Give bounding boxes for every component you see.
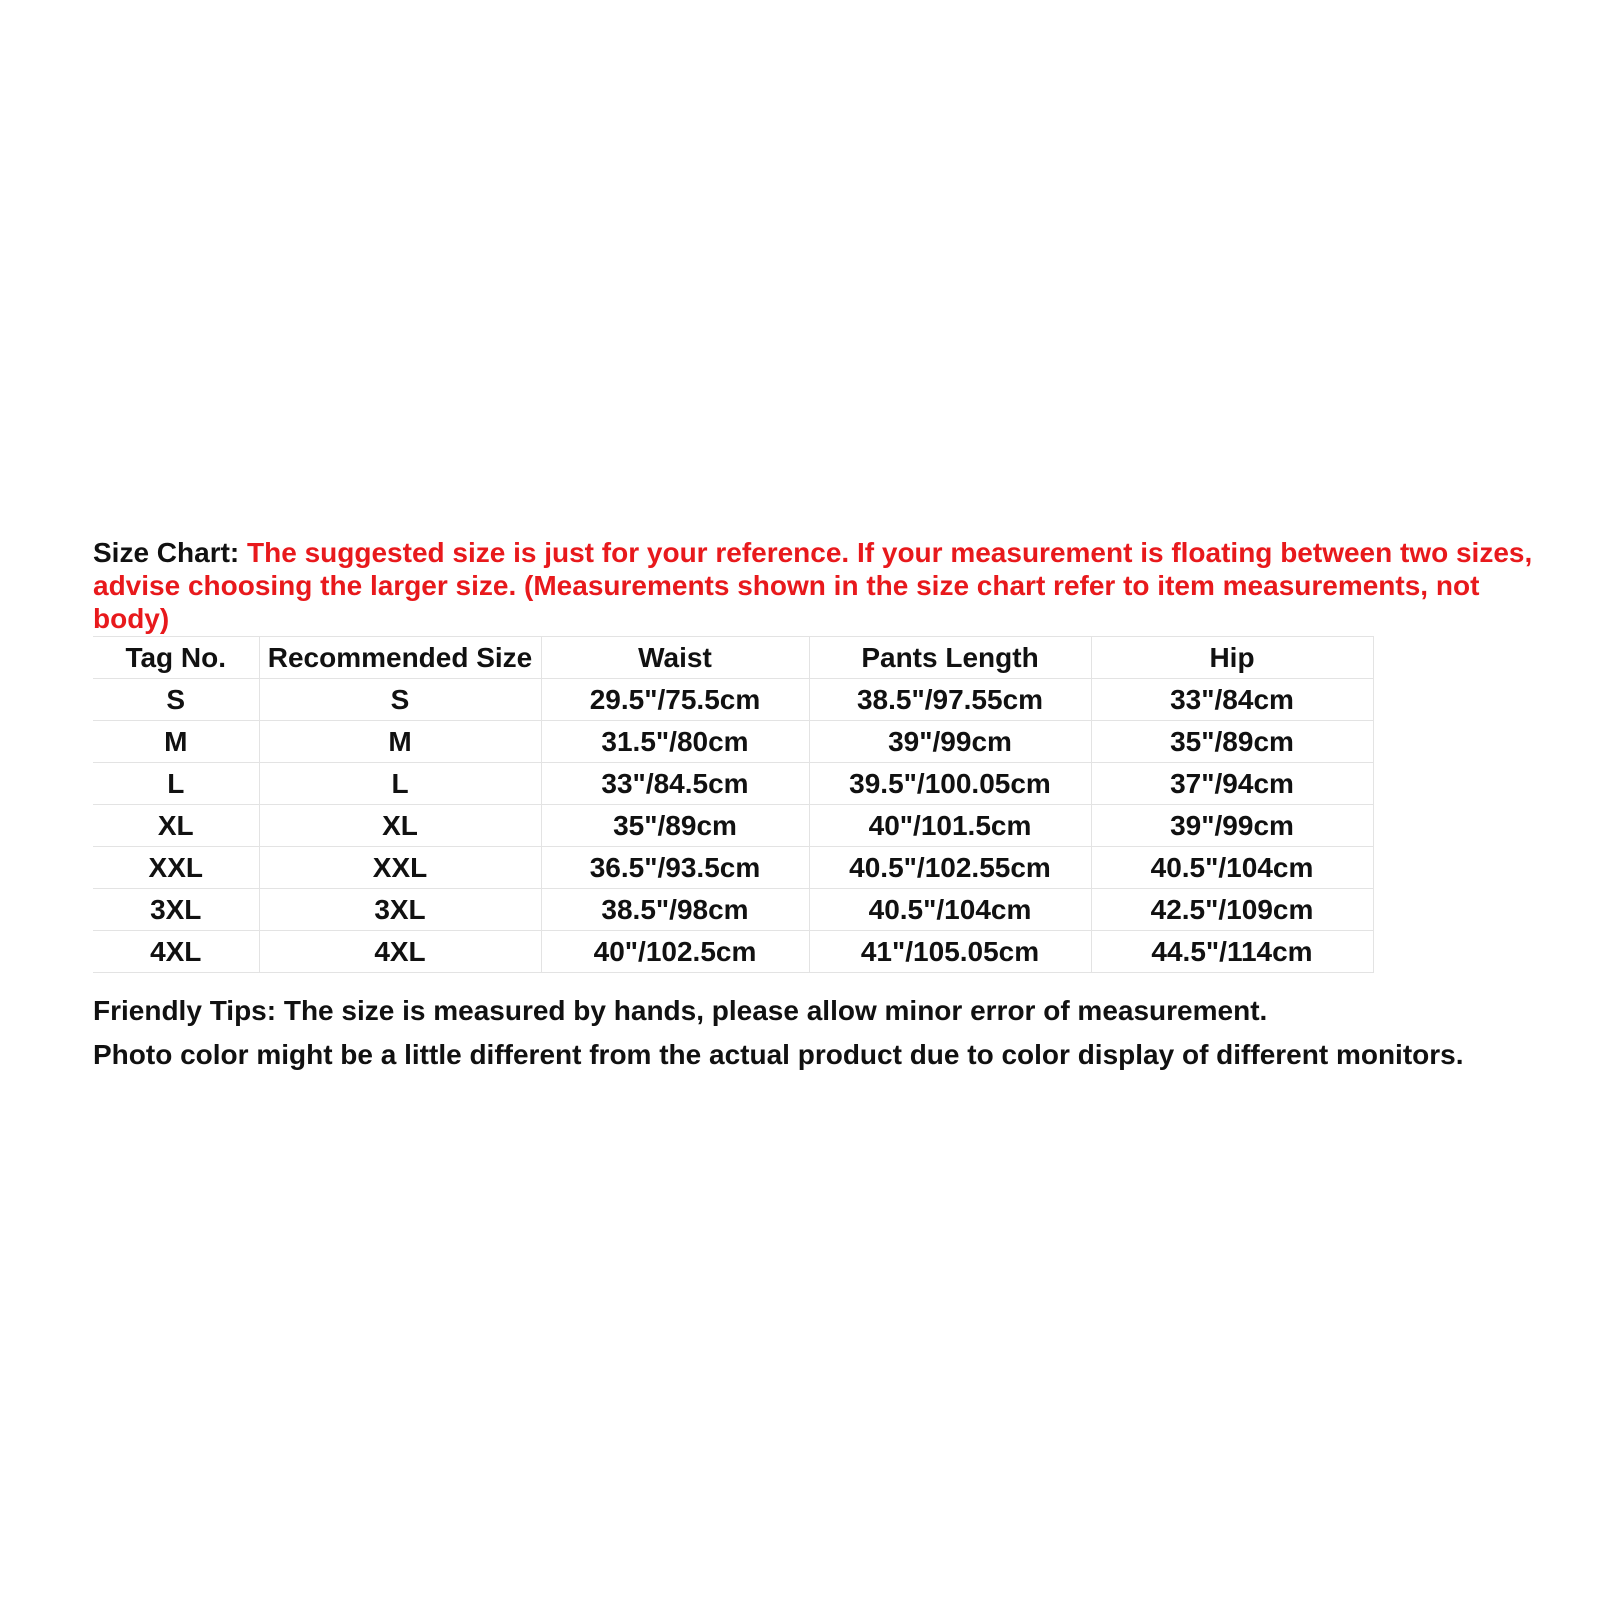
cell-hip: 42.5"/109cm bbox=[1091, 889, 1373, 931]
table-row bbox=[93, 847, 1373, 889]
table-row bbox=[93, 763, 1373, 805]
cell-hip: 35"/89cm bbox=[1091, 721, 1373, 763]
cell-hip: 37"/94cm bbox=[1091, 763, 1373, 805]
cell-pants-length: 39"/99cm bbox=[809, 721, 1091, 763]
cell-waist: 35"/89cm bbox=[541, 805, 809, 847]
cell-pants-length: 39.5"/100.05cm bbox=[809, 763, 1091, 805]
cell-waist: 29.5"/75.5cm bbox=[541, 679, 809, 721]
cell-recommended-size: L bbox=[259, 763, 541, 805]
cell-tag-no: S bbox=[93, 679, 259, 721]
table-row bbox=[93, 931, 1373, 973]
cell-hip: 39"/99cm bbox=[1091, 805, 1373, 847]
cell-tag-no: L bbox=[93, 763, 259, 805]
header-waist: Waist bbox=[541, 637, 809, 679]
cell-hip: 44.5"/114cm bbox=[1091, 931, 1373, 973]
cell-pants-length: 41"/105.05cm bbox=[809, 931, 1091, 973]
size-table bbox=[93, 636, 1374, 973]
table-row bbox=[93, 679, 1373, 721]
cell-recommended-size: M bbox=[259, 721, 541, 763]
cell-pants-length: 40"/101.5cm bbox=[809, 805, 1091, 847]
size-chart-intro bbox=[93, 536, 1533, 635]
cell-tag-no: XXL bbox=[93, 847, 259, 889]
cell-recommended-size: XL bbox=[259, 805, 541, 847]
size-chart-heading: Size Chart: bbox=[93, 537, 248, 568]
tips-line-color: Photo color might be a little different from the actual product due to color display of different monitors. bbox=[93, 1039, 1464, 1070]
cell-waist: 40"/102.5cm bbox=[541, 931, 809, 973]
cell-recommended-size: XXL bbox=[259, 847, 541, 889]
cell-hip: 40.5"/104cm bbox=[1091, 847, 1373, 889]
cell-waist: 38.5"/98cm bbox=[541, 889, 809, 931]
cell-tag-no: XL bbox=[93, 805, 259, 847]
cell-recommended-size: 3XL bbox=[259, 889, 541, 931]
header-pants-length: Pants Length bbox=[809, 637, 1091, 679]
tips-line-measurement: Friendly Tips: The size is measured by hands, please allow minor error of measurement. bbox=[93, 995, 1268, 1026]
header-hip: Hip bbox=[1091, 637, 1373, 679]
header-recommended-size: Recommended Size bbox=[259, 637, 541, 679]
table-row bbox=[93, 721, 1373, 763]
cell-waist: 36.5"/93.5cm bbox=[541, 847, 809, 889]
cell-recommended-size: S bbox=[259, 679, 541, 721]
size-chart-note: The suggested size is just for your reference. If your measurement is floating between two sizes, advise choosing the larger size. (Measurements shown in the size chart refer to item measurements, not body) bbox=[93, 537, 1533, 634]
table-row bbox=[93, 889, 1373, 931]
cell-pants-length: 40.5"/102.55cm bbox=[809, 847, 1091, 889]
table-header-row bbox=[93, 637, 1373, 679]
cell-hip: 33"/84cm bbox=[1091, 679, 1373, 721]
cell-tag-no: 3XL bbox=[93, 889, 259, 931]
cell-pants-length: 40.5"/104cm bbox=[809, 889, 1091, 931]
table-row bbox=[93, 805, 1373, 847]
header-tag-no: Tag No. bbox=[93, 637, 259, 679]
cell-tag-no: 4XL bbox=[93, 931, 259, 973]
cell-recommended-size: 4XL bbox=[259, 931, 541, 973]
cell-tag-no: M bbox=[93, 721, 259, 763]
cell-waist: 31.5"/80cm bbox=[541, 721, 809, 763]
size-chart-sheet bbox=[93, 536, 1533, 1077]
cell-waist: 33"/84.5cm bbox=[541, 763, 809, 805]
friendly-tips bbox=[93, 989, 1533, 1077]
cell-pants-length: 38.5"/97.55cm bbox=[809, 679, 1091, 721]
